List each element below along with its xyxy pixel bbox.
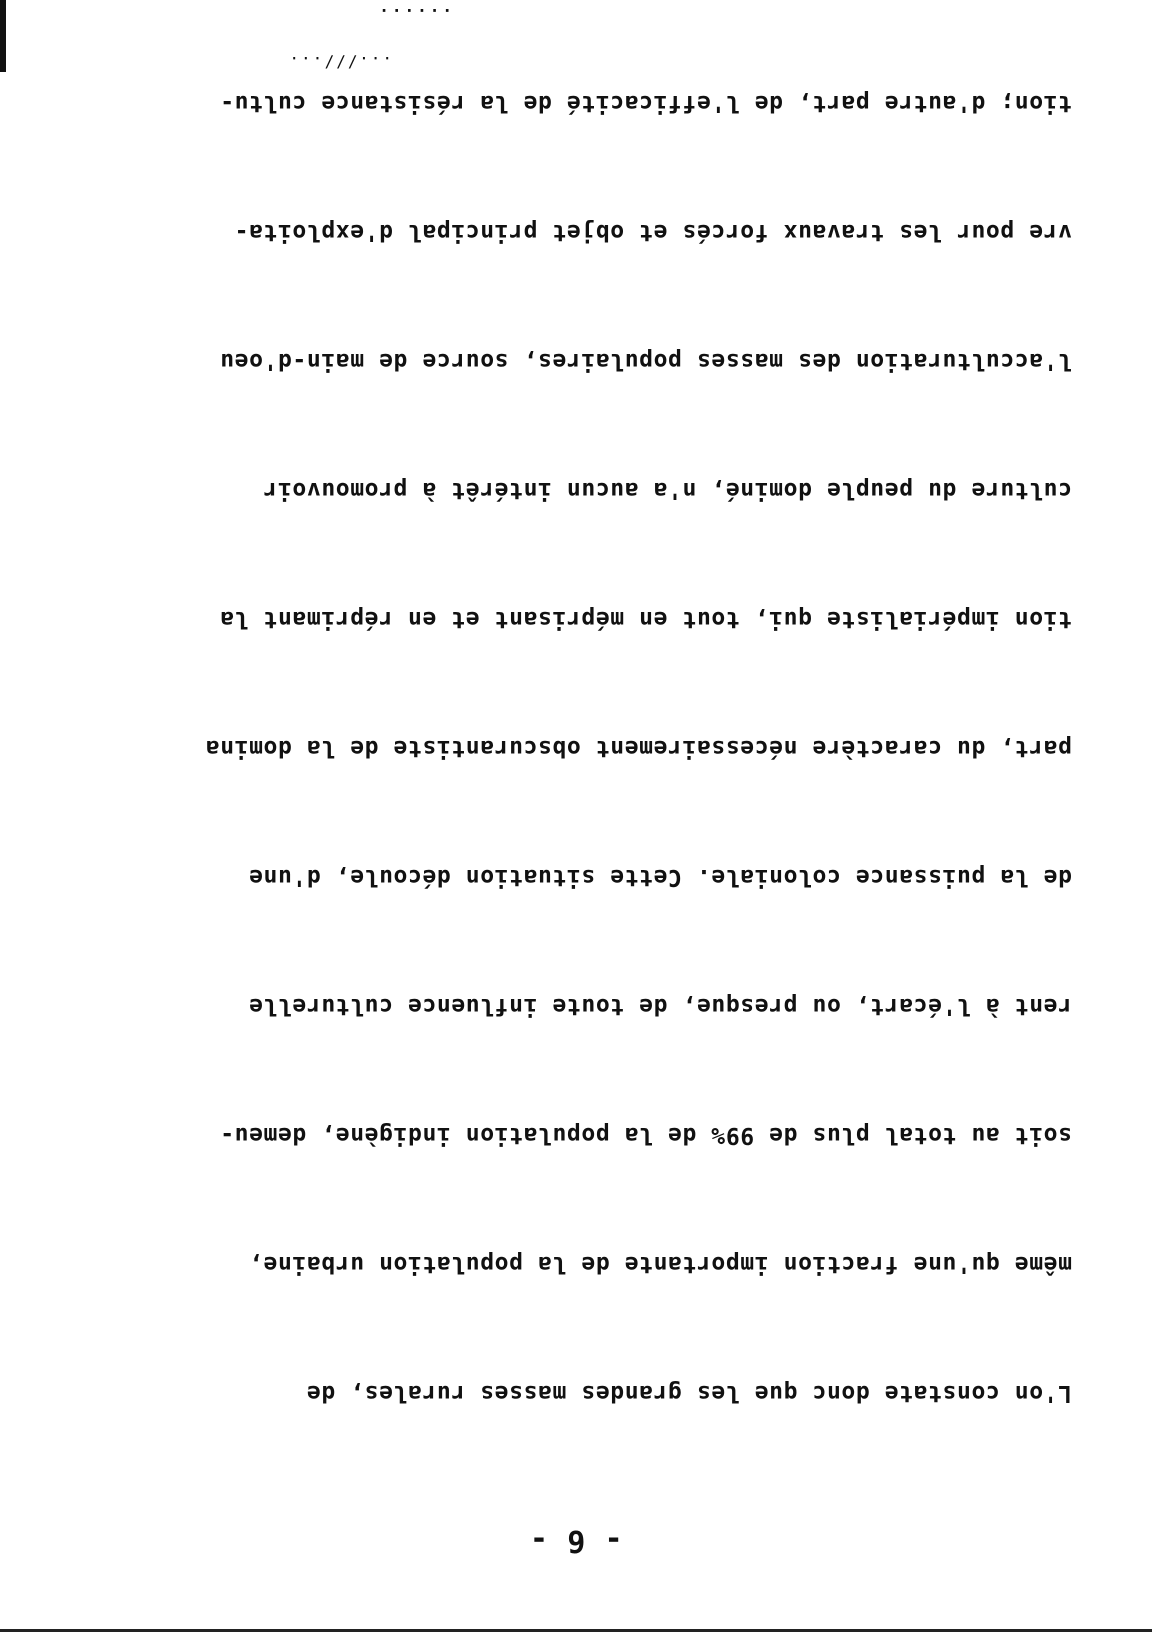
text-line: de la puissance coloniale. Cette situation découle, d'une — [248, 864, 1072, 890]
header-mark: ...... — [376, 5, 452, 24]
text-line: rent à l'écart, ou presque, de toute influence culturelle — [248, 993, 1072, 1019]
text-line: l'acculturation des masses populaires, source de main-d'oeu — [219, 348, 1072, 374]
scan-edge — [0, 0, 6, 72]
continuation-mark: ...///... — [287, 53, 392, 72]
body-text — [52, 0, 1072, 1500]
text-line: tion; d'autre part, de l'efficacité de la résistance cultu- — [219, 90, 1072, 116]
text-line: vre pour les travaux forcés et objet principal d'exploita- — [234, 219, 1072, 245]
text-line: même qu'une fraction importante de la population urbaine, — [248, 1251, 1072, 1277]
page-number: - 6 - — [529, 1523, 623, 1558]
text-line: culture du peuple dominé, n'a aucun intérêt à promouvoir — [262, 477, 1072, 503]
text-line: part, du caractère nécessairement obscurantiste de la domina — [205, 735, 1072, 761]
text-line: L'on constate donc que les grandes masses rurales, de — [306, 1380, 1072, 1406]
text-line: tion impérialiste qui, tout en méprisant et en réprimant la — [219, 606, 1072, 632]
text-line: soit au total plus de 99% de la population indigène, demeu- — [219, 1122, 1072, 1148]
